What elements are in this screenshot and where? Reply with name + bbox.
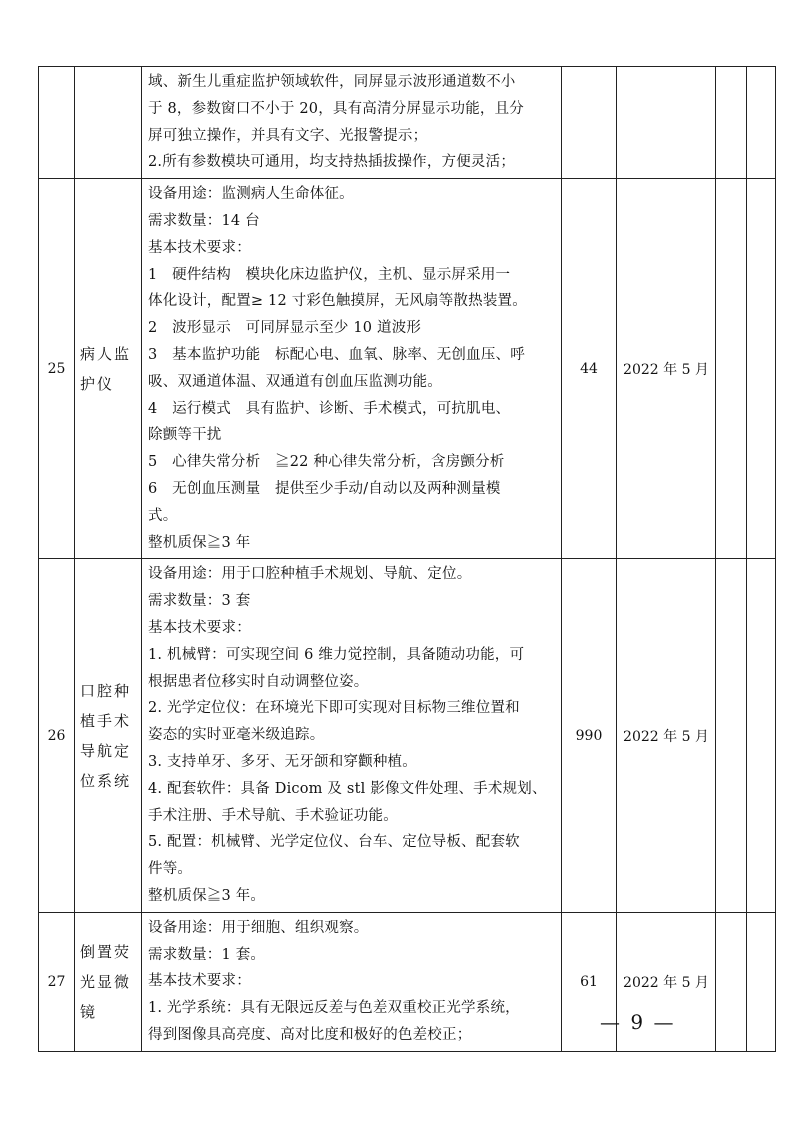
spec-line: 需求数量：3 套 xyxy=(148,593,251,610)
spec-line: 5 心律失常分析 ≧22 种心律失常分析，含房颤分析 xyxy=(148,454,505,471)
budget-cell: 44 xyxy=(562,179,617,559)
spec-line: 6 无创血压测量 提供至少手动/自动以及两种测量模 xyxy=(148,480,501,497)
spec-line: 1. 机械臂：可实现空间 6 维力觉控制，具备随动功能，可 xyxy=(148,646,525,663)
device-name: 倒置荧光显微镜 xyxy=(75,912,142,1051)
spec-line: 3. 支持单牙、多牙、无牙颌和穿颧种植。 xyxy=(148,753,417,770)
row-number: 27 xyxy=(39,912,75,1051)
spec-line: 吸、双通道体温、双通道有创血压监测功能。 xyxy=(148,373,442,390)
spec-line: 体化设计，配置≥ 12 寸彩色触摸屏，无风扇等散热装置。 xyxy=(148,293,527,310)
date-cell xyxy=(617,67,716,179)
row-number xyxy=(39,67,75,179)
procurement-table xyxy=(38,66,776,1052)
budget-cell: 61 xyxy=(562,912,617,1051)
empty-cell xyxy=(747,179,776,559)
spec-line: 2. 光学定位仪：在环境光下即可实现对目标物三维位置和 xyxy=(148,700,520,717)
spec-line: 设备用途：用于口腔种植手术规划、导航、定位。 xyxy=(148,566,472,583)
empty-cell xyxy=(716,179,747,559)
spec-line: 设备用途：用于细胞、组织观察。 xyxy=(148,919,369,936)
spec-line: 2 波形显示 可同屏显示至少 10 道波形 xyxy=(148,320,422,337)
spec-cell xyxy=(142,912,562,1051)
spec-cell xyxy=(142,179,562,559)
spec-line: 4. 配套软件：具备 Dicom 及 stl 影像文件处理、手术规划、 xyxy=(148,780,547,797)
date-cell: 2022 年 5 月 xyxy=(617,912,716,1051)
spec-line: 除颤等干扰 xyxy=(148,427,222,444)
date-cell: 2022 年 5 月 xyxy=(617,179,716,559)
empty-cell xyxy=(747,559,776,912)
device-name xyxy=(75,67,142,179)
empty-cell xyxy=(716,559,747,912)
spec-cell xyxy=(142,559,562,912)
spec-line: 基本技术要求： xyxy=(148,973,251,990)
empty-cell xyxy=(716,67,747,179)
date-cell: 2022 年 5 月 xyxy=(617,559,716,912)
spec-line: 姿态的实时亚毫米级追踪。 xyxy=(148,727,325,744)
table-row xyxy=(39,559,776,912)
spec-line: 根据患者位移实时自动调整位姿。 xyxy=(148,673,369,690)
spec-line: 4 运行模式 具有监护、诊断、手术模式，可抗肌电、 xyxy=(148,400,511,417)
row-number: 25 xyxy=(39,179,75,559)
spec-line: 需求数量：1 套。 xyxy=(148,946,266,963)
spec-line: 整机质保≧3 年。 xyxy=(148,887,266,904)
spec-line: 基本技术要求： xyxy=(148,619,251,636)
spec-line: 整机质保≧3 年 xyxy=(148,534,251,551)
table-row xyxy=(39,179,776,559)
spec-cell xyxy=(142,67,562,179)
budget-cell: 990 xyxy=(562,559,617,912)
row-number: 26 xyxy=(39,559,75,912)
spec-line: 1 硬件结构 模块化床边监护仪，主机、显示屏采用一 xyxy=(148,266,511,283)
spec-line: 基本技术要求： xyxy=(148,239,251,256)
spec-line: 域、新生儿重症监护领域软件，同屏显示波形通道数不小 xyxy=(148,74,516,90)
budget-cell xyxy=(562,67,617,179)
spec-line: 2.所有参数模块可通用，均支持热插拔操作，方便灵活； xyxy=(148,154,516,171)
spec-line: 式。 xyxy=(148,507,178,524)
spec-line: 1. 光学系统：具有无限远反差与色差双重校正光学系统， xyxy=(148,1000,520,1017)
spec-line: 设备用途：监测病人生命体征。 xyxy=(148,186,354,203)
spec-line: 5. 配置：机械臂、光学定位仪、台车、定位导板、配套软 xyxy=(148,834,520,851)
page-number: — 9 — xyxy=(600,1010,676,1034)
empty-cell xyxy=(747,912,776,1051)
spec-line: 得到图像具高亮度、高对比度和极好的色差校正； xyxy=(148,1026,472,1043)
empty-cell xyxy=(716,912,747,1051)
spec-line: 件等。 xyxy=(148,861,193,878)
spec-line: 需求数量：14 台 xyxy=(148,212,260,229)
device-name: 口腔种植手术导航定位系统 xyxy=(75,559,142,912)
device-name: 病人监护仪 xyxy=(75,179,142,559)
spec-line: 于 8，参数窗口不小于 20，具有高清分屏显示功能，且分 xyxy=(148,100,524,117)
table-row xyxy=(39,67,776,179)
spec-line: 屏可独立操作，并具有文字、光报警提示； xyxy=(148,127,428,144)
empty-cell xyxy=(747,67,776,179)
spec-line: 3 基本监护功能 标配心电、血氧、脉率、无创血压、呼 xyxy=(148,346,525,363)
spec-line: 手术注册、手术导航、手术验证功能。 xyxy=(148,807,398,824)
